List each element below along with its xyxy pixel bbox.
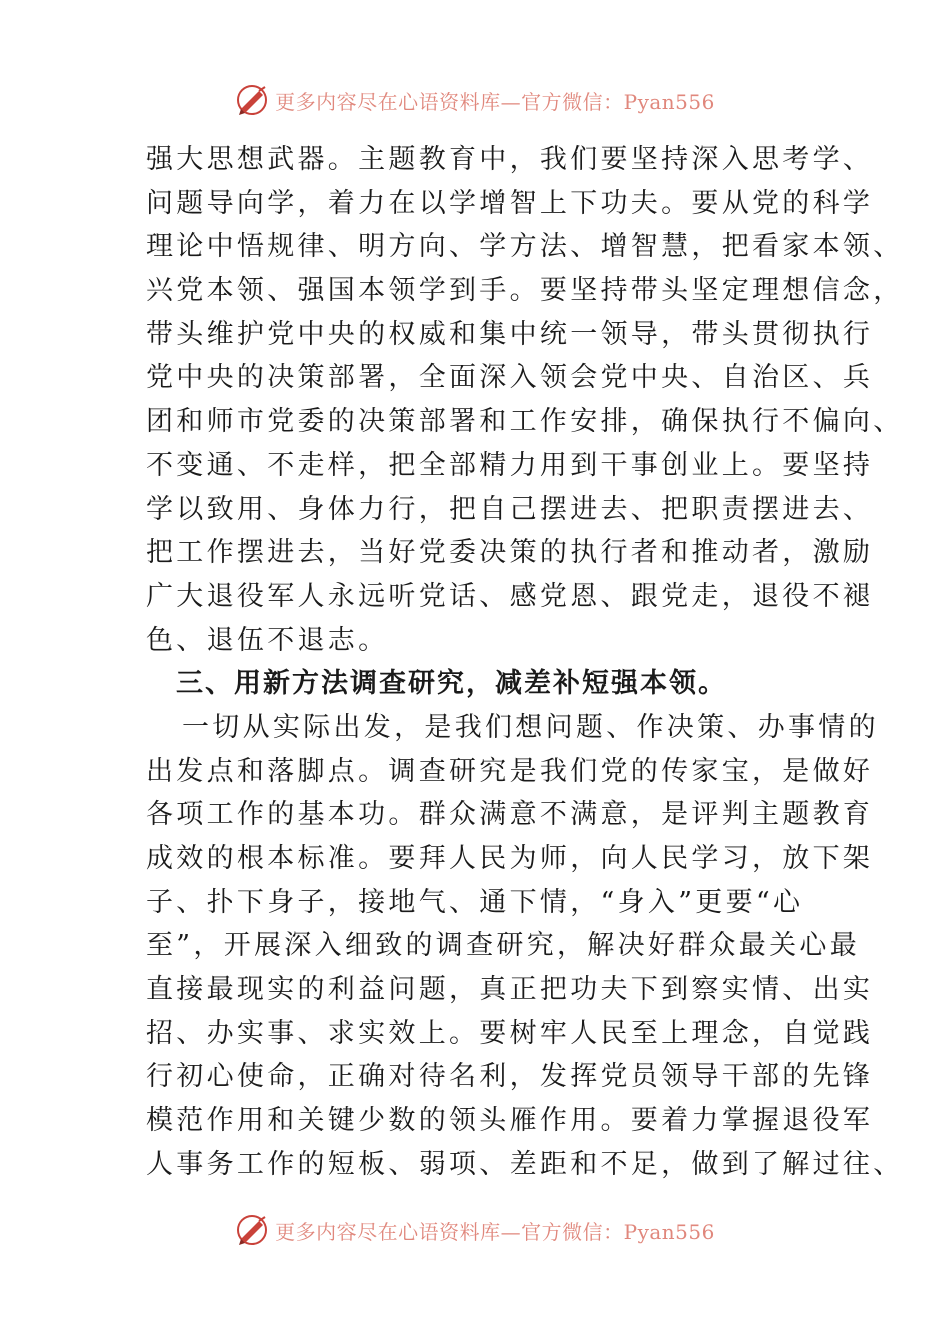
text-line: 招、办实事、求实效上。要树牢人民至上理念，自觉践 <box>146 1017 874 1049</box>
text-line: 党中央的决策部署，全面深入领会党中央、自治区、兵 <box>146 362 874 394</box>
header-banner <box>0 80 950 120</box>
text-line: 学以致用、身体力行，把自己摆进去、把职责摆进去、 <box>146 493 874 525</box>
banner-text: 更多内容尽在心语资料库—官方微信：Pyan556 <box>275 1219 715 1244</box>
text-line: 行初心使命，正确对待名利，发挥党员领导干部的先锋 <box>146 1061 874 1093</box>
section-heading: 三、用新方法调查研究，减差补短强本领。 <box>176 668 727 700</box>
text-line: 各项工作的基本功。群众满意不满意，是评判主题教育 <box>146 799 874 831</box>
text-line: 带头维护党中央的权威和集中统一领导，带头贯彻执行 <box>146 318 874 350</box>
text-line: 一切从实际出发，是我们想问题、作决策、办事情的 <box>182 711 879 743</box>
text-line: 色、退伍不退志。 <box>146 624 389 656</box>
text-line: 问题导向学，着力在以学增智上下功夫。要从党的科学 <box>146 187 874 219</box>
text-line: 强大思想武器。主题教育中，我们要坚持深入思考学、 <box>146 144 874 175</box>
text-line: 广大退役军人永远听党话、感党恩、跟党走，退役不褪 <box>146 580 874 612</box>
text-line: 直接最现实的利益问题，真正把功夫下到察实情、出实 <box>146 974 874 1006</box>
footer-banner <box>0 1210 950 1250</box>
pen-nib-icon <box>235 83 269 117</box>
text-line: 人事务工作的短板、弱项、差距和不足，做到了解过往、 <box>146 1148 904 1180</box>
document-body <box>146 138 904 1187</box>
text-line: 成效的根本标准。要拜人民为师，向人民学习，放下架 <box>146 843 874 874</box>
pen-nib-icon <box>235 1213 269 1247</box>
text-line: 子、扑下身子，接地气、通下情，“身入”更要“心 <box>146 886 804 918</box>
text-line: 模范作用和关键少数的领头雁作用。要着力掌握退役军 <box>146 1105 874 1137</box>
banner-text: 更多内容尽在心语资料库—官方微信：Pyan556 <box>275 89 715 114</box>
text-line: 理论中悟规律、明方向、学方法、增智慧，把看家本领、 <box>146 231 904 263</box>
text-line: 出发点和落脚点。调查研究是我们党的传家宝，是做好 <box>146 755 874 787</box>
text-line: 不变通、不走样，把全部精力用到干事创业上。要坚持 <box>146 449 874 481</box>
text-line: 至”，开展深入细致的调查研究，解决好群众最关心最 <box>146 930 861 962</box>
text-line: 团和师市党委的决策部署和工作安排，确保执行不偏向、 <box>146 406 904 438</box>
text-line: 兴党本领、强国本领学到手。要坚持带头坚定理想信念， <box>146 275 904 307</box>
text-line: 把工作摆进去，当好党委决策的执行者和推动者，激励 <box>146 537 874 569</box>
